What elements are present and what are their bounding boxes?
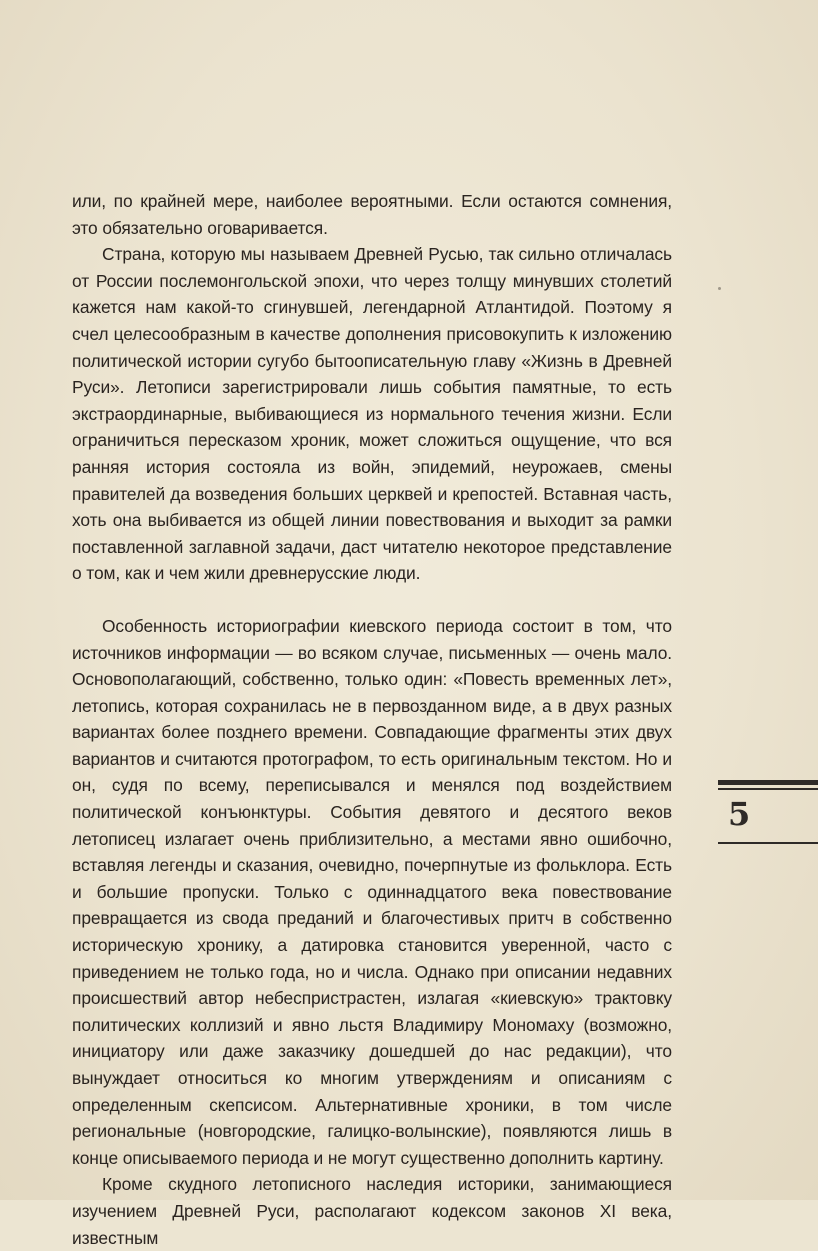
paragraph-1: или, по крайней мере, наиболее вероятными. Если остаются сомнения, это обязательно оговаривается. [72,191,672,238]
marker-rule-bottom [718,842,818,844]
page-marker [718,780,818,850]
body-text [72,188,672,1251]
marker-rule-top [718,780,818,785]
paragraph-2: Страна, которую мы называем Древней Русью, так сильно отличалась от России послемонгольской эпохи, что через толщу минувших столетий кажется нам какой-то сгинувшей, легендарной Атлантидой. Поэтому я счел целесообразным в качестве дополнения присовокупить к изложению политической истории сугубо бытоописательную главу «Жизнь в Древней Руси». Летописи зарегистрировали лишь события памятные, то есть экстраординарные, выбивающиеся из нормального течения жизни. Если ограничиться пересказом хроник, может сложиться ощущение, что вся ранняя история состояла из войн, эпидемий, неурожаев, смены правителей да возведения больших церквей и крепостей. Вставная часть, хоть она выбивается из общей линии повествования и выходит за рамки поставленной заглавной задачи, даст читателю некоторое представление о том, как и чем жили древнерусские люди. [72,244,672,584]
marker-rule-thin [718,788,818,790]
page-number: 5 [728,795,751,833]
paper-speck [718,287,721,290]
paragraph-3: Особенность историографии киевского периода состоит в том, что источников информации — во всяком случае, письменных — очень мало. Основополагающий, собственно, только один: «Повесть временных лет», летопись, которая сохранилась не в первозданном виде, а в двух разных вариантах более позднего времени. Совпадающие фрагменты этих двух вариантов и считаются протографом, то есть оригинальным текстом. Но и он, судя по всему, переписывался и менялся под воздействием политической конъюнктуры. События девятого и десятого веков летописец излагает очень приблизительно, а местами явно ошибочно, вставляя легенды и сказания, очевидно, почерпнутые из фольклора. Есть и большие пропуски. Только с одиннадцатого века повествование превращается из свода преданий и благочестивых притч в собственно историческую хронику, а датировка становится уверенной, часто с приведением не только года, но и числа. Однако при описании недавних происшествий автор небеспристрастен, излагая «киевскую» трактовку политических коллизий и явно льстя Владимиру Мономаху (возможно, инициатору или даже заказчику дошедшей до нас редакции), что вынуждает относиться ко многим утверждениям и описаниям с определенным скепсисом. Альтернативные хроники, в том числе региональные (новгородские, галицко-волынские), появляются лишь в конце описываемого периода и не могут существенно дополнить картину. [72,615,672,1168]
paragraph-4: Кроме скудного летописного наследия историки, занимающиеся изучением Древней Руси, располагают кодексом законов XI века, известным [72,1174,672,1248]
